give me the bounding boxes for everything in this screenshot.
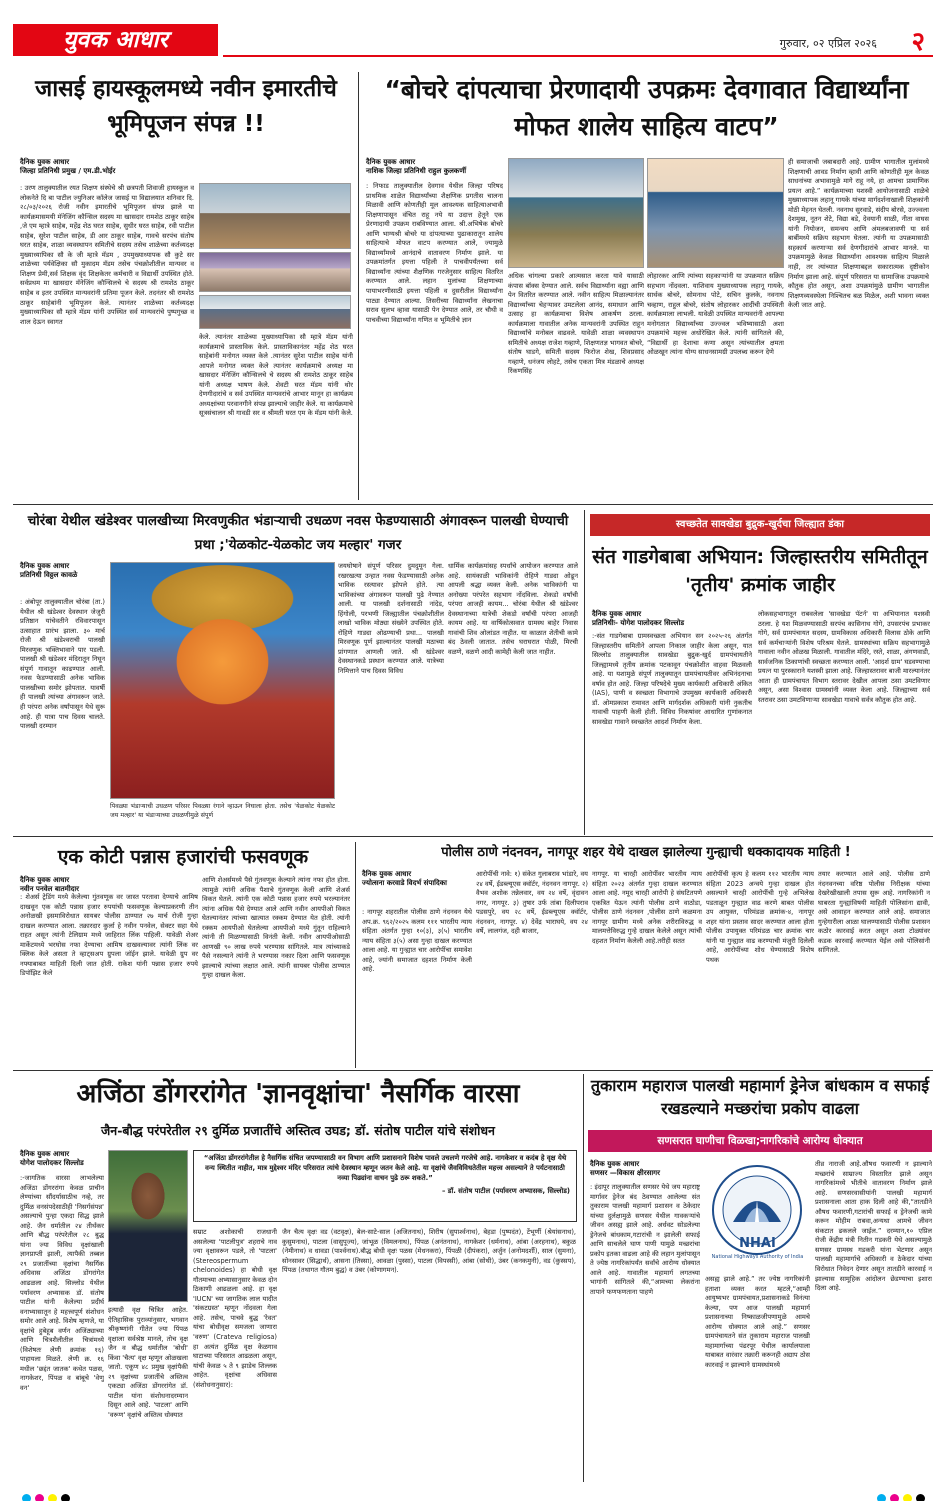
story2-body-col4: ही समाजाची जबाबदारी आहे. ग्रामीण भागातील मुलांमध्ये शिक्षणाची आवड निर्माण व्हावी आणि कोणतीही मूल केवळ साधनांच्या अभावामुळे मागे राहू नये, हा आमचा प्रामाणिक प्रयत्न आहे.” कार्यक्रमाच्या यशस्वी आयोजनासाठी शाळेचे मुख्याध्यापक लहानू गायके यांच्या मार्गदर्शनाखाली शिक्षकांनी मोठी मेहनत घेतली. नवनाथ सुरवाडे, संदीप बोरसे, उज्ज्वला देशमुख, नूतन शेटे, विद्या बडे, देवयानी साळी, नीता वाघस यांनी नियोजन, समन्वय आणि अंमलबजावणी या सर्व बाबींमध्ये सक्रिय सहभाग घेतला. त्यांनी या उपक्रमासाठी सहकार्य करणाऱ्या सर्व देणगीदारांचे आभार मानले. या उपक्रमामुळे केवळ विद्यार्थ्यांना आवश्यक साहित्य मिळाले नाही, तर त्यांच्यात शिक्षणाबद्दल सकारात्मक दृष्टीकोन निर्माण झाला आहे. संपूर्ण परिसरात या सामाजिक उपक्रमाचे कौतुक होत असून, अशा उपक्रमांमुळे ग्रामीण भागातील शिक्षणव्यवस्थेला निश्चितच बळ मिळेल, अशी भावना व्यक्त केली जात आहे. — [788, 158, 929, 310]
masthead-logo: युवक आधार — [13, 24, 218, 56]
story2-byline — [366, 158, 506, 177]
story2-body-col1: : निफाड तालुक्यातील देवगाव येथील जिल्हा परिषद प्राथमिक शाळेत विद्यार्थ्यांच्या शैक्षणिक प्रगतीस चालना मिळावी आणि कोणतीही मूल आवश्यक साहित्याअभावी शिक्षणापासून वंचित राहू नये या उदात्त हेतूने एक प्रेरणादायी उपक्रम राबविण्यात आला. श्री.अभिषेक बोचरे आणि भाग्यश्री बोचरे या दांपत्याच्या पुढाकारातून शालेय साहित्याचे मोफत वाटप करण्यात आले, ज्यामुळे विद्यार्थ्यांमध्ये आनंदाचे वातावरण निर्माण झाले. या उपक्रमांतर्गत इयत्ता पहिली ते पाचवीपर्यंतच्या सर्व विद्यार्थ्यांना त्यांच्या शैक्षणिक गरजेनुसार साहित्य वितरित करण्यात आले. लहान मुलांच्या शिक्षणाच्या पायाभरणीसाठी इयत्ता पहिली व दुसरीतील विद्यार्थ्यांना पाट्या देण्यात आल्या. तिसरीच्या विद्यार्थ्यांना लेखनाचा सराव सुलभ व्हावा यासाठी पेन देण्यात आले, तर चौथी व पाचवीच्या विद्यार्थ्यांना गणित व भूमितीचे ज्ञान — [366, 182, 503, 324]
story8-body-col2: असह्य झाले आहे.” तर ज्येष्ठ नागरिकांनी हताशा व्यक्त करत म्हटले,“आम्ही आयुष्यभर ग्रामपंचायत,प्रशासनाकडे विनंत्या केल्या, पण आज पालखी महामार्ग प्रशासनाच्या निष्काळजीपणामुळे आमचे आरोग्य धोक्यात आले आहे.” सणसर ग्रामपंचायतने संत तुकाराम महाराज पालखी महामार्गाच्या पंढरपूर येथील कार्यालयाला याबाबत वारंवार तक्रारी करूनही अद्याप ठोस कारवाई न झाल्याने ग्रामस्थांमध्ये — [705, 1275, 810, 1369]
story5-headline: एक कोटी पन्नास हजारांची फसवणूक — [57, 846, 309, 868]
story3-body-col2: जयघोषाने संपूर्ण परिसर दुमदुमून गेला. रखरखत्या उन्हात नवस फेडण्यासाठी अनेक भाविक रस्त्यावर झोपले होते. त्या भाविकांच्या अंगावरून पालखी पुढे नेण्यात आली. या पालखी दर्शनासाठी नांदेड, हिंगोली, परभणी जिल्ह्यातील पंचक्रोशीतील लाखो भाविक मोठ्या संख्येने उपस्थित होते. रोहिणे गाड्या ओढण्याची प्रथा... पालखी मिरवणूक पूर्ण झाल्यानंतर पालखी मठाच्या प्रांगणात आणली जाते. श्री खंडेश्वर देवस्थानकडे प्रस्थान करण्यात आले. यात्रेच्या निमित्ताने पाच दिवस विविध — [338, 562, 444, 676]
nhai-logo — [705, 1160, 810, 1270]
story1-photo-middle — [199, 252, 351, 292]
story6-body-col2: आरोपींची नावे: १) संकेत गुलाबराव भांडारे, वय २४ वर्षे, ईडब्ल्यूएस क्वॉर्टर, नंदनवन नागपूर. २) वैभव अशोक तन्नेलवार, वय २४ वर्षे, वृंदावन नगर, नागपूर. ३) तुषार उर्फ तांबा दिलीपराव पडसपुरे, वय २८ वर्षे, ईडब्ल्यूएस क्वॉर्टर, नंदनवन, नागपूर. ४) देवेंद्र भाराघये, वय २४ वर्षे, लालगंज, दही बाजार, — [476, 870, 588, 936]
story1-byline — [20, 158, 355, 177]
masthead — [13, 18, 933, 62]
story6-body-col5: तयार करण्यात आले आहे. पोलीस ठाणे नंदनवनच्या वरिष्ठ पोलीस निरीक्षक यांच्या देखरेखीखाली तपास सुरू आहे. नागरिकांनी न घाबरता गुन्ह्यांविषयी माहिती पोलिसांना द्यावी, असे आवाहन करण्यात आले आहे. समाजात गुन्हेगारीला आळा घालण्यासाठी पोलीस प्रशासन कठोर कारवाई करत असून अशा टोळ्यांवर कडक कारवाई करण्यात येईल असे पोलिसांनी सांगितले. — [818, 870, 930, 955]
story2-photo-left — [508, 158, 644, 268]
story6-body-col3: नागपूर. या चारही आरोपींवर भारतीय न्याय संहिता २०२३ अंतर्गत गुन्हा दाखल करण्यात आला आहे. नमूद चारही आरोपी हे संघटितपणे एकत्रित येऊन त्यांनी पोलीस ठाणे वाठोडा, पोलीस ठाणे नंदनवन ,पोलीस ठाणे कळमना नागपूर ग्रामीण मध्ये अनेक शरीराविरुद्ध व मालमत्तेविरुद्ध गुन्हे दाखल केलेले असून त्यांची दहशत निर्माण केलेली आहे.तरीही सतत — [592, 870, 702, 945]
story7-photo-researcher — [108, 1150, 188, 1302]
story8-headline: तुकाराम महाराज पालखी महामार्ग ड्रेनेज बांधकाम व सफाई रखडल्याने मच्छरांचा प्रकोप वाढला — [590, 1076, 930, 1119]
registration-marks-left — [20, 1488, 72, 1501]
story5-body-col1: : शेअर्स ट्रेडिंग मध्ये केलेल्या गुंतवणूक वर जास्त परतावा देण्याचे आमिष दाखवून एक कोटी पन्नास हजार रुपयांची फसवणूक केल्याप्रकरणी तीन अनोळखी इसमाविरोधात सायबर पोलीस ठाण्यात २७ मार्च रोजी गुन्हा दाखल करण्यात आला. तक्रारदार कुर्ला हे नवीन पनवेल, सेक्टर सहा येथे राहत असून त्यांनी टेलिग्राम मध्ये जाहिरात लिंक पाहिली. यावेळी शेअर मार्केटमध्ये भरघोस नफा देण्याचा आमिष दाखवल्यावर त्यांनी लिंक वर क्लिक केले असता ते व्हाट्सअप ग्रुपला जॉईन झाले. यावेळी ग्रुप वर नफ्याबाबत माहिती दिली जात होती. राकेश यांनी पन्नास हजार रुपये डिपॉझिट केले — [20, 893, 198, 978]
story3-body-col3: धार्मिक कार्यक्रमांसह स्पर्धांचे आयोजन करण्यात आले आहे. सायंकाळी भाविकांनी रोहिणे गाड्या ओढून आपली श्रद्धा व्यक्त केली. अनेक भाविकांनी या अनोख्या परंपरेत सहभाग नोंदविला. शेकडो वर्षांची परंपरा आजही कायम... चोरंबा येथील श्री खंडेश्वर देवस्थानाच्या यात्रेची शेकडो वर्षांची परंपरा आजही कायम आहे. या वार्षिकोत्सवात ग्रामस्थ बाहेर निवास गावांची शिव ओलांडत नाहीत. या काळात शेतीची कामे बंद ठेवली जातात. तसेच घराघरात पोळी, मिरची वळणे, वळणे आदी कामेही केली जात नाहीत. — [448, 562, 578, 656]
story5-body-col2: आणि शेअर्समध्ये पैसे गुंतवणूक केल्याने त्यांना नफा होत होता. त्यामुळे त्यांनी अधिक पैशाचे गुंतवणूक केली आणि शेअर्स विकत घेतले. त्यांनी एक कोटी पन्नास हजार रुपये भरल्यानंतर त्यांना अधिक पैसे देण्यात आले आणि नवीन आयपीओ विकत घेतल्यानंतर त्यांच्या खात्यात रक्कम देण्यात येत होती. त्यांनी रक्कम आयपीओ घेतलेल्या आयपीओ मध्ये गुंतून राहिल्याने त्यांनी ती मिळण्यासाठी विनंती केली. नवीन आयपीओसाठी आणखी ९० लाख रुपये भरण्यास सांगितले. मात्र त्यांच्याकडे पैसे नसल्याने त्यांनी ते भरण्यास नकार दिला आणि फसवणूक झाल्याचे त्यांच्या लक्षात आले. त्यांनी सायबर पोलीस ठाण्यात गुन्हा दाखल केला. — [202, 876, 350, 980]
story1-photo-bottom — [199, 295, 351, 329]
story3-paper: दैनिक युवक आधार — [20, 562, 70, 570]
story6-reporter: ज्योत्सना करवाडे विदर्भ संपादिका — [362, 879, 447, 888]
story2-photo-right — [647, 158, 784, 268]
story4-reporter: प्रतिनिधीः- योगेश पालोदकर सिल्लोड — [592, 619, 685, 628]
story6-byline — [362, 870, 472, 889]
story1-body-col1: : उरण तालुक्यातील रयत शिक्षण संस्थेचे श्री छत्रपती शिवाजी हायस्कूल व लोकनेते दि बा पाटील ज्युनिअर कॉलेज जासई या विद्यालयात शनिवार दि. २८/०३/२०२६ रोजी नवीन इमारतीचे भूमिपूजन संपन्न झाले या कार्यक्रमासमयी मॅनेजिंग कौन्सिल सदस्य मा खासदार रामशेठ ठाकूर साहेब ,जे एम म्हात्रे साहेब, महेंद्र शेठ घरत साहेब, सुधीर घरत साहेब, रवी पाटील साहेब, सुरेश पाटील साहेब, डी आर ठाकूर साहेब, गावचे सरपंच संतोष घरत साहेब, शाळा व्यवस्थापन समितीचे सदस्य तसेच शाळेच्या कर्तव्यदक्ष मुख्याध्यापिका सौ के जी म्हात्रे मॅडम , उपमुख्याध्यापक सौ कुटे सर शाळेच्या पर्यवेक्षिका सौ मुकादम मॅडम तसेच पंचक्रोशीतील मान्यवर व शिक्षण प्रेमी,सर्व शिक्षक वृंद शिक्षकेतर कर्मचारी व विद्यार्थी उपस्थित होते. सर्वप्रथम मा खासदार मॅनेजिंग कौन्सिलचे चे सदस्य श्री रामशेठ ठाकूर साहेब व इतर उपस्थित मान्यवरांनी प्रतिमा पूजन केले. तदनंतर श्री रामशेठ ठाकूर साहेबांनी भूमिपूजन केले. त्यानंतर शाळेच्या कर्तव्यदक्ष मुख्याध्यापिका सौ म्हात्रे मॅडम यांनी उपस्थित सर्व मान्यवरांचे पुष्पगुच्छ व शाल देऊन स्वागत — [20, 184, 194, 326]
story7-reporter: योगेश पालोदकर सिल्लोड — [20, 1159, 84, 1168]
story7-byline — [20, 1150, 102, 1169]
story4-banner: स्वच्छतेत सावखेडा बुद्रुक-खुर्दचा जिल्ह्यात डंका — [590, 514, 930, 536]
nhai-logo-text: NHAI — [739, 1236, 776, 1251]
story7-quote-box — [193, 1150, 577, 1222]
masthead-date: गुरुवार, ०२ एप्रिल २०२६ — [779, 37, 877, 50]
story2-reporter: नाशिक जिल्हा प्रतिनिधी राहुल कुलकर्णी — [366, 167, 467, 176]
story2-body-col3: लोहारकर आणि त्यांच्या सहकाऱ्यांनी या उपक्रमात सक्रिय सहभाग नोंदवला. याशिवाय मुख्याध्यापक लहानू गायके, सार्थक बोचरे, सोमनाथ पोटे, सचिन कुलके, नवनाथ चव्हाण, राहुल बोचरे, संतोष लोहारकर आदींची उपस्थिती कार्यक्रमाला लाभली. यावेळी उपस्थित मान्यवरांनी आपल्या मनोगतात विद्यार्थ्यांच्या उज्ज्वल भविष्यासाठी अशा उपक्रमांचे महत्त्व अधोरेखित केले. त्यांनी सांगितले की, “विद्यार्थी हा देशाचा कणा असून त्यांच्यातील क्षमता ओळखून त्यांना योग्य साधनसामग्री उपलब्ध करून देणे — [647, 272, 784, 357]
story4-byline — [592, 610, 752, 629]
story7-body-col1: :-जागतिक वारसा लाभलेल्या अजिंठा डोंगररांगा केवळ प्राचीन लेण्यांच्या सौंदर्यासाठीच नव्हे, तर दुर्मिळ वनसंपदेसाठीही 'निसर्गसंपन्न' असल्याचे पुन्हा एकदा सिद्ध झाले आहे. जैन धर्मातील २४ तीर्थंकर आणि बौद्ध परंपरेतील २८ बुद्ध यांना ज्या विविध वृक्षांखाली ज्ञानप्राप्ती झाली, त्यापैकी तब्बल २९ प्रजातींच्या वृक्षांचा नैसर्गिक अधिवास अजिंठा डोंगरांगेत आढळला आहे. सिल्लोड येथील पर्यावरण अभ्यासक डॉ. संतोष पाटील यांनी केलेल्या प्रदीर्घ वनाभ्यासातून हे महत्त्वपूर्ण संशोधन समोर आले आहे. विशेष म्हणजे, या वृक्षांचे हुबेहूब वर्णन अजिंठ्याच्या आणि चित्रशैलीतील चित्रांमध्ये (विशेषतः लेणी क्रमांक १६) पाहायला मिळते. लेणी क्र. १६ मधील 'छद्दंत जातक' कथेत पळस, नागकेशर, पिंपळ व बांबूचे 'वेणु वन' — [20, 1174, 104, 1393]
story7-quote-author: – डॉ. संतोष पाटील (पर्यावरण अभ्यासक, सिल्लोड) — [442, 1186, 570, 1195]
story5-paper: दैनिक युवक आधार — [20, 876, 70, 884]
story3-photo-deity — [110, 562, 335, 799]
story1-body-col2: केले. त्यानंतर शाळेच्या मुख्याध्यापिका सौ म्हात्रे मॅडम यांनी कार्यक्रमाचे प्रास्ताविक केले. प्रास्ताविकानंतर महेंद्र शेठ घरत साहेबांनी मनोगत व्यक्त केले .त्यानंतर सुरेश पाटील साहेब यांनी आपले मनोगत व्यक्त केले त्यानंतर कार्यक्रमाचे अध्यक्ष मा खासदार मॅनेजिंग कौन्सिलचे चे सदस्य श्री रामशेठ ठाकूर साहेब यांनी अध्यक्ष भाषण केले. शेवटी घरत मॅडम यांनी थोर देणगीदारांचे व सर्व उपस्थित मान्यवरांचे आभार मानून हा कार्यक्रम अध्यक्षांच्या परवानगीने संपन्न झाल्याचे जाहीर केले. या कार्यक्रमाचे सूत्रसंचालन श्री गावडी सर व श्रीमती घरत एम के मॅडम यांनी केले. — [199, 333, 353, 418]
story7-body-col4: जैन चैत्य वृक्षः वड (वटवृक्ष), बेल-साटे-साल (अजितनाथ), शिरीष (सुपार्श्वनाथ), बेहडा (पुष्पदंत), टेंभूर्णी (श्रेयांसनाथ), कुसुमनाथ), पाटला (वासुपूज्य), जांभूळ (विमलनाथ), पिंपळ (अनंतनाथ), नागकेशर (धर्मनाथ), आंबा (अरहनाथ), बकुळ (नेमीनाथ) व धावडा (पार्श्वनाथ).बौद्ध बोधी वृक्षः पळस (मेधनकरा), पिंपळी (दीपंकरा), अर्जुन (अनोमदर्शी), साल (सुमना), सोनसावर (सिद्धार्थ), आसना (तिस्सा), आवळा (पुस्सा), पाटला (विपस्सी), आंबा (सोथी), उंबर (कनकमुनी), वड (कुस्सप), पिंपळ (तथागत गौतम बुद्ध) व उंबर (कोणागमन). — [282, 1228, 576, 1275]
story1-paper: दैनिक युवक आधार — [20, 158, 70, 166]
story6-paper: दैनिक युवक आधार — [362, 870, 412, 878]
story6-body-col4: आरोपींची कृत्य हे कलम ११२ भारतीय न्याय संहिता 2023 अन्वये गुन्हा दाखल होत असल्याने चारही आरोपींची गुन्हे अभिलेख पडताळून गुन्ह्यात वाढ करणे बाबत पोलीस उप आयुक्त, परिमंडळ क्रमांक-४, नागपूर शहर यांना प्रस्ताव सादर करण्यात आला होता पोलीस उपायुक्त परिमंडळ चार क्रमांक चार यांनी या गुन्ह्यात वाढ करण्याची मंजुरी दिलेली आहे, आरोपींच्या शोध घेण्यासाठी विशेष पथक — [706, 870, 814, 964]
story4-headline: संत गाडगेबाबा अभियान: जिल्हास्तरीय समितीतून 'तृतीय' क्रमांक जाहीर — [592, 546, 928, 596]
story8-reporter: सणसर —विकास क्षीरसागर — [590, 1169, 660, 1178]
story1-reporter: जिल्हा प्रतिनिधी प्रमुख / एम.डी.भोईर — [20, 167, 116, 176]
story2-headline: “बोचरे दांपत्याचा प्रेरणादायी उपक्रमः देवगावात विद्यार्थ्यांना मोफत शालेय साहित्य वाटप” — [384, 75, 909, 141]
registration-marks-right — [875, 1488, 927, 1501]
story8-banner: सणसरात घाणीचा विळखा;नागरिकांचे आरोग्य धोक्यात — [588, 1130, 932, 1152]
story7-headline: अजिंठा डोंगररांगेत 'ज्ञानवृक्षांचा' नैसर्गिक वारसा — [76, 1079, 520, 1109]
story7-body-col2: इत्यादी वृक्ष चित्रित आहेत. ऐतिहासिक पुराव्यांनुसार, भगवान श्रीकृष्णांनी गीतेत ज्या पिंपळ वृक्षाला सर्वश्रेष्ठ मानले, तोच वृक्ष जैन व बौद्ध धर्मातील 'बोधी' किंवा 'चैत्य' वृक्ष म्हणून ओळखला जातो. एकूण ४८ प्रमुख वृक्षांपैकी २९ वृक्षांच्या प्रजातींचे अस्तित्व एकट्या अजिंठा डोंगररांगेत डॉ. पाटील यांना संशोधनादरम्यान दिसून आले आहे. 'पाटला' आणि 'वरूण' वृक्षांचे अस्तित्व धोक्यात — [108, 1306, 188, 1420]
story3-photo-caption: पिवळ्या भंडाऱ्याची उधळण परिसर पिवळ्या रंगाने न्हाऊन निघाला होता. तसेच 'येळकोट येळकोट जय मल्हार' या भंडाऱ्याच्या उधळणीमुळे संपूर्ण — [110, 803, 335, 820]
story3-byline — [20, 562, 105, 581]
story1-headline: जासई हायस्कूलमध्ये नवीन इमारतीचे भूमिपूजन संपन्न !! — [35, 76, 337, 137]
story2-body-col2: अधिक चांगल्या प्रकारे आत्मसात करता यावे यासाठी कंपास बॉक्स देण्यात आले. सर्वच विद्यार्थ्यांना वह्या आणि पेन वितरित करण्यात आले. नवीन साहित्य मिळाल्यानंतर विद्यार्थ्यांच्या चेहऱ्यावर उमटलेला आनंद, समाधान आणि उत्साह हा कार्यक्रमाचा विशेष आकर्षण ठरला. कार्यक्रमाला गावातील अनेक मान्यवरांनी उपस्थित राहून विद्यार्थ्यांचे मनोबल वाढवले. यावेळी शाळा व्यवस्थापन समितीचे अध्यक्ष राजेश गव्हाणे, शिक्षणतज्ञ भागवत बोचरे, संतोष घाडगे, समिती सदस्य फिरोज शेख, शिवप्रसाद गव्हाणे, धनंजय लोहटे, तसेच एकता मित्र मंडळाचे अध्यक्ष रिंकणसिंह — [508, 272, 644, 376]
story3-reporter: प्रतिनिधी विठ्ठल कावळे — [20, 571, 78, 580]
story8-body-col1: : इंदापूर तालुक्यातील सणसर येथे जय महाराष्ट्र मार्गावर ड्रेनेज बंद ठेवण्यात आलेल्या संत तुकाराम पालखी महामार्ग प्रशासन व ठेकेदार यांच्या दुर्लक्षामुळे सणसर येथील गावकऱ्यांचे जीवन असह्य झाले आहे. अर्धवट सोडलेल्या ड्रेनेजचे बांधकाम,गटारांची न झालेली सफाई आणि साचलेले घाण पाणी यामुळे मच्छरांचा प्रकोप इतका वाढला आहे की लहान मुलांपासून ते ज्येष्ठ नागरिकांपर्यंत सर्वांचे आरोग्य धोक्यात आले आहे. गावातील महामार्ग लगतच्या भागांनी सांगितले की,“आमच्या लेकरांना तापाने फणफणताना पाहणे — [590, 1183, 700, 1297]
story8-byline — [590, 1160, 700, 1179]
story3-headline: चोरंबा येथील खंडेश्वर पालखीच्या मिरवणुकीत भंडाऱ्याची उधळण नवस फेडण्यासाठी अंगावरून पालखी घेण्याची प्रथा ;'येळकोट-येळकोट जय मल्हार' गजर — [27, 513, 569, 553]
story3-body-col1: : अंबोपूर तालुक्यातील चोरंबा (ता.) येथील श्री खंडेश्वर देवस्थान जेजुरी प्रतिष्ठान यांचेवतीने रविवारपासून उत्साहात प्रारंभ झाला. ३० मार्च रोजी श्री खंडेश्वराची पालखी मिरवणुक भक्तिभावाने पार पडली. पालखी श्री खंडेश्वर मंदिरातून निघून संपूर्ण गावातून काढण्यात आली. नवस फेडण्यासाठी अनेक भाविक पालखीच्या समोर झोपतात. यावर्षी ही पालखी त्यांच्या अंगावरून जाते. ही परंपरा अनेक वर्षांपासून येथे सुरू आहे. ही यात्रा पाच दिवस चालते. पालखी दरम्यान — [20, 598, 105, 731]
story7-paper: दैनिक युवक आधार — [20, 1150, 70, 1158]
story1-photo-top — [199, 183, 351, 249]
story8-body-col3: तीव्र नाराजी आहे.औषध फवारणी न झाल्याने मच्छरांचे साम्राज्य विस्तारित झाले असून नागरिकांमध्ये भीतीचे वातावरण निर्माण झाले आहे. सणसरवासीयांनी पालखी महामार्ग प्रशासनाला आता हाक दिली आहे की,“तातडीने औषध फवारणी,गटारांची सफाई व ड्रेनेजची कामे करून मोहीम राबवा,अन्यथा आमचे जीवन संकटात ढकलले जाईल.” दरम्यान,१० एप्रिल रोजी केंद्रीय मंत्री नितीन गडकरी येथे असल्यामुळे सणसर ग्रामस्थ गडकरी यांना भेटणार असून पालखी महामार्गाचे अधिकारी व ठेकेदार यांच्या विरोधात निवेदन देणार असून तातडीने कारवाई न झाल्यास सामूहिक आंदोलन छेडण्याचा इशारा दिला आहे. — [815, 1160, 932, 1293]
story7-subhead: जैन-बौद्ध परंपरेतील २९ दुर्मिळ प्रजातींचे अस्तित्व उघड; डॉ. संतोष पाटील यांचे संशोधन — [101, 1123, 495, 1138]
story4-paper: दैनिक युवक आधार — [592, 610, 642, 618]
story7-body-col3: सम्राट अशोकाची राजधानी असलेल्या 'पाटलीपुत्र' शहराचे नाव ज्या वृक्षावरून पडले, तो 'पाटला' (Stereospermum chelonoides) हा बोधी वृक्ष गौतमाच्या अभ्यासानुसार केवळ दोन ठिकाणी आढळला आहे. हा वृक्ष 'IUCN' च्या जागतिक लाल यादीत 'संकटग्रस्त' म्हणून नोंदवला गेला आहे. तसेच, पाचवे बुद्ध 'रेवत' यांचा बोधीवृक्ष समजला जाणारा 'वरुण' (Crateva religiosa) हा अत्यंत दुर्मिळ वृक्ष केळगाव घाटाच्या परिसरात आढळला असून, यांची केवळ ५ ते ९ झाडेच शिल्लक आहेत. वृक्षांचा अधिवास (संशोधनानुसार): — [193, 1228, 277, 1389]
story6-body-col1: : नागपूर शहरातील पोलीस ठाणे नंदनवन येथे अप.क्र. ९६२/२०२५ कलम १११ भारतीय न्याय संहिता अंतर्गत गुन्हा १०(३), ३(५) भारतीय न्याय संहिता ३(५) असा गुन्हा दाखल करण्यात आला आहे. या गुन्ह्यात चार आरोपींचा समावेश आहे, ज्यांनी समाजात दहशत निर्माण केली आहे. — [362, 908, 472, 974]
story2-paper: दैनिक युवक आधार — [366, 158, 416, 166]
story6-headline: पोलीस ठाणे नंदनवन, नागपूर शहर येथे दाखल झालेल्या गुन्ह्याची धक्कादायक माहिती ! — [441, 845, 851, 860]
story4-body-col2: लोकसहभागातून राबवलेला 'सावखेडा पॅटर्न' या अभियानात यशस्वी ठरला. हे यश मिळवण्यासाठी सरपंच कासिनाथ गोगे, उपसरपंच प्रभाकर गोगे, सर्व ग्रामपंचायत सदस्य, ग्रामविकास अधिकारी विलास ठोके आणि सर्व कर्मचाऱ्यांनी विशेष परिश्रम घेतले. ग्रामस्थांच्या सक्रिय सहभागामुळे गावाला नवीन ओळख मिळाली. गावातील मंदिरे, रस्ते, शाळा, अंगणवाडी, सार्वजनिक ठिकाणांची स्वच्छता करण्यात आली. 'आदर्श ग्राम' घडवण्याचा प्रयत्न या पुरस्काराने यशस्वी झाला आहे. जिल्हास्तरावर बाजी मारल्यानंतर आता ही ग्रामपंचायत विभाग स्तरावर देखील आपला ठसा उमटविणार असून, असा विश्वास ग्रामस्थांनी व्यक्त केला आहे. जिल्ह्याच्या सर्व स्तरावर ठसा उमटविणाऱ्या सावखेडा गावाचे सर्वत्र कौतुक होत आहे. — [758, 610, 930, 704]
page-number: २ — [911, 27, 925, 57]
nhai-logo-ring-text: National Highways Authority of India — [711, 1254, 804, 1260]
story8-paper: दैनिक युवक आधार — [590, 1160, 640, 1168]
story5-reporter: नवीन पनवेल बातमीदार — [20, 885, 80, 894]
story7-quote: “अजिंठा डोंगररांगेतील हे नैसर्गिक संचित जपण्यासाठी वन विभाग आणि प्रशासनाने विशेष पावले उचलणे गरजेचे आहे. नागकेशर व कदंब हे वृक्ष येथे वन्य स्थितीत नाहीत, मात्र मुद्देश्वर मंदिर परिसरात त्यांचे देवस्थान म्हणून जतन केले आहे. या वृक्षांचे जैवविविधतेतील महत्त्व असल्याने ते पर्यटनासाठी नव्या पिढ्यांना वाचन पुढे ठरू शकते.” — [203, 1154, 567, 1182]
story4-body-col1: :-संत गाडगेबाबा ग्रामस्वच्छता अभियान सन २०२५-२६ अंतर्गत जिल्हास्तरीय समितीने आपला निकाल जाहीर केला असून, यात सिल्लोड तालुक्यातील सावखेडा बुद्रुक-खुर्द ग्रामपंचायतीने जिल्ह्यामध्ये तृतीय क्रमांक पटकावून पंचक्रोशीत वाहवा मिळवली आहे. या यशामुळे संपूर्ण तालुक्यातून ग्रामपंचायतीवर अभिनंदनाचा वर्षाव होत आहे. जिल्हा परिषदेचे मुख्य कार्यकारी अधिकारी अंकित (IAS), पाणी व स्वच्छता विभागाचे उपमुख्य कार्यकारी अधिकारी डॉ. ओमप्रकाश रामावत आणि मार्गदर्शक अधिकारी यांनी नुकतीच गावाची पाहणी केली होती. विविध निकषांवर आधारित गुणांकनात सावखेडा गावाने स्वच्छतेत आदर्श निर्माण केला. — [592, 632, 752, 726]
